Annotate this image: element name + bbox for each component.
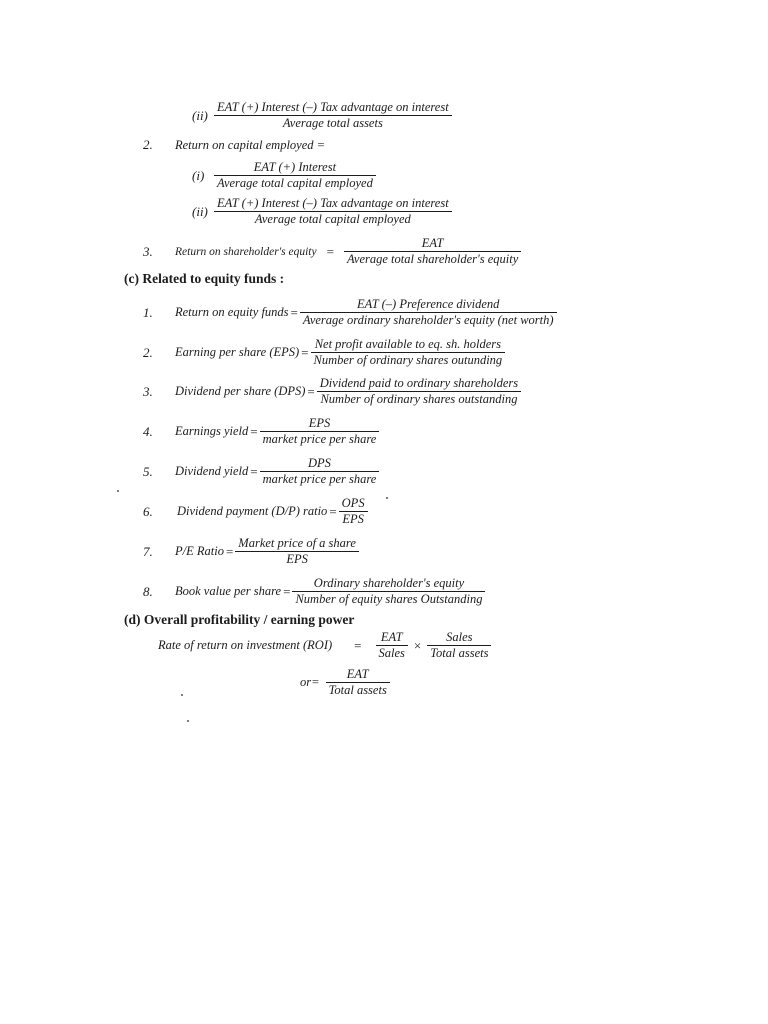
denominator: Average total capital employed <box>254 212 411 226</box>
numerator: Dividend paid to ordinary shareholders <box>319 376 519 390</box>
fraction <box>214 196 452 227</box>
section-heading-equity-funds: (c) Related to equity funds : <box>124 271 285 286</box>
numerator: EAT <box>421 236 444 250</box>
formula-roe <box>143 236 521 267</box>
formula-label: Dividend per share (DPS) <box>175 384 306 398</box>
formula-dividend-payout-ratio <box>143 496 368 527</box>
equals-sign: = <box>301 344 309 360</box>
fraction <box>260 416 380 447</box>
formula-book-value-per-share <box>143 576 485 607</box>
scan-speck <box>386 497 388 499</box>
numerator: EAT (+) Interest (–) Tax advantage on interest <box>217 100 449 114</box>
formula-roce-title <box>143 137 325 153</box>
or-label: or= <box>300 675 320 689</box>
item-number: 2. <box>143 137 153 152</box>
formula-eps <box>143 337 505 368</box>
formula-label: Dividend yield <box>175 464 249 478</box>
numerator: Ordinary shareholder's equity <box>313 576 465 590</box>
fraction-eat-sales <box>376 630 408 661</box>
fraction <box>300 297 557 328</box>
equals-sign: = <box>326 243 334 259</box>
fraction <box>326 667 390 698</box>
formula-label: P/E Ratio <box>175 544 224 558</box>
formula-roa-ii <box>192 100 452 131</box>
fraction <box>260 456 380 487</box>
denominator: Average total assets <box>282 116 383 130</box>
item-number: 1. <box>143 304 153 320</box>
equals-sign: = <box>329 503 337 519</box>
item-number: (ii) <box>192 107 208 123</box>
scan-speck <box>181 694 183 696</box>
equals-sign: = <box>307 383 315 399</box>
equals-sign: = <box>250 423 258 439</box>
numerator: Market price of a share <box>238 536 356 550</box>
fraction <box>344 236 521 267</box>
formula-label: Return on shareholder's equity <box>175 245 317 258</box>
fraction <box>235 536 359 567</box>
formula-label: Book value per share <box>175 584 282 598</box>
denominator: Number of equity shares Outstanding <box>295 592 483 606</box>
fraction <box>214 100 452 131</box>
equals-sign: = <box>283 583 291 599</box>
numerator: EAT (+) Interest <box>253 160 337 174</box>
denominator: market price per share <box>262 472 377 486</box>
item-number: 3. <box>143 243 153 259</box>
formula-label: Dividend payment (D/P) ratio <box>177 504 328 518</box>
denominator: Average ordinary shareholder's equity (net worth) <box>302 313 554 327</box>
denominator: EPS <box>286 552 308 566</box>
formula-roce-i <box>192 160 376 191</box>
denominator: Average total capital employed <box>217 176 373 190</box>
numerator: Net profit available to eq. sh. holders <box>314 337 502 351</box>
formula-return-equity-funds <box>143 297 557 328</box>
fraction-sales-assets <box>427 630 491 661</box>
numerator: EAT (–) Preference dividend <box>356 297 500 311</box>
item-number: (i) <box>192 167 205 183</box>
section-heading-overall-profitability: (d) Overall profitability / earning power <box>124 612 355 627</box>
equals-sign: = <box>225 543 234 559</box>
formula-roi-alt <box>300 667 390 698</box>
fraction <box>214 160 376 191</box>
scan-speck <box>187 720 189 722</box>
fraction <box>317 376 521 407</box>
numerator: EAT <box>380 630 403 644</box>
formula-dividend-yield <box>143 456 379 487</box>
item-number: 4. <box>143 423 153 439</box>
denominator: Average total shareholder's equity <box>346 252 519 266</box>
formula-label: Return on equity funds <box>175 305 289 319</box>
fraction <box>339 496 368 527</box>
denominator: Sales <box>378 646 405 660</box>
numerator: EAT (+) Interest (–) Tax advantage on interest <box>217 196 449 210</box>
scan-speck <box>117 490 119 492</box>
equals-sign: = <box>250 463 258 479</box>
formula-earnings-yield <box>143 416 379 447</box>
formula-label: Rate of return on investment (ROI) <box>158 638 333 652</box>
item-number: 6. <box>143 503 153 519</box>
equals-sign: = <box>354 637 362 653</box>
numerator: Sales <box>446 630 473 644</box>
fraction <box>311 337 506 368</box>
formula-roi <box>158 630 491 661</box>
fraction <box>292 576 485 607</box>
formula-label: Earnings yield <box>175 424 249 438</box>
item-number: 2. <box>143 344 153 360</box>
times-sign: × <box>413 637 422 653</box>
equals-sign: = <box>290 304 298 320</box>
item-number: 5. <box>143 463 153 479</box>
numerator: DPS <box>308 456 331 470</box>
denominator: Number of ordinary shares outstanding <box>320 392 518 406</box>
item-number: 7. <box>143 543 153 559</box>
numerator: EPS <box>308 416 331 430</box>
item-number: (ii) <box>192 203 208 219</box>
denominator: Number of ordinary shares outunding <box>313 353 503 367</box>
numerator: EAT <box>346 667 369 681</box>
formula-pe-ratio <box>143 536 359 567</box>
formula-dps <box>143 376 521 407</box>
formula-label: Earning per share (EPS) <box>175 345 300 359</box>
denominator: EPS <box>342 512 364 526</box>
formula-roce-ii <box>192 196 452 227</box>
item-number: 8. <box>143 583 153 599</box>
formula-label: Return on capital employed = <box>175 137 326 152</box>
item-number: 3. <box>143 383 153 399</box>
denominator: Total assets <box>328 683 387 697</box>
denominator: market price per share <box>262 432 377 446</box>
denominator: Total assets <box>430 646 489 660</box>
numerator: OPS <box>341 496 365 510</box>
